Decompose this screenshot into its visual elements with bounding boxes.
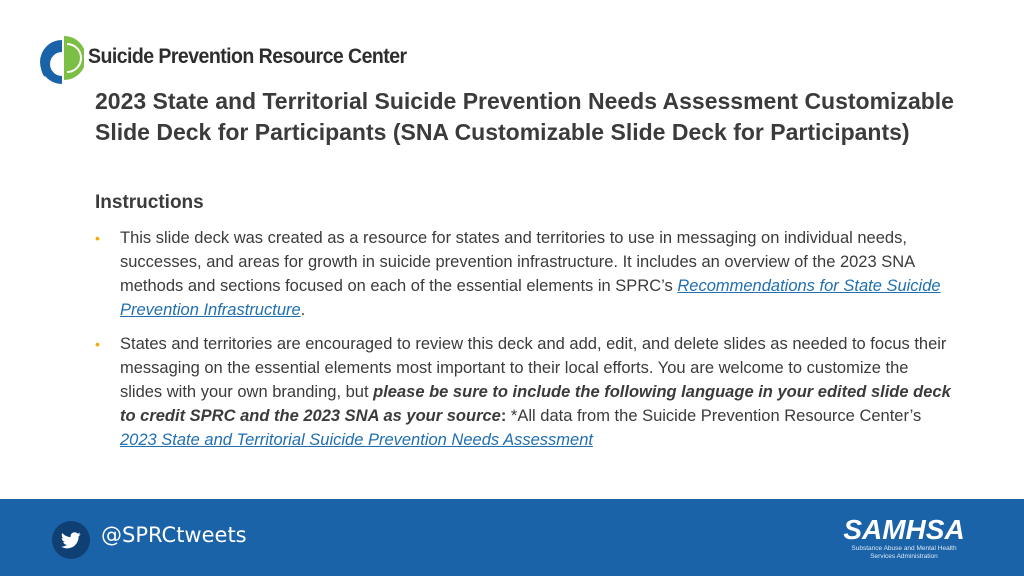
credit-emphasis: please be sure to include the following language in your edited slide deck to credit SPRC and the 2023 SNA as your source (120, 383, 951, 425)
sprc-logo-icon (40, 32, 84, 88)
twitter-handle: @SPRCtweets (101, 523, 247, 547)
list-item: • States and territories are encouraged to review this deck and add, edit, and delete slides as needed to focus their messaging on the essential elements most important to their local efforts. You are welcome to customize the slides with your own branding, but please be sure to include the following language in your edited slide deck to credit SPRC and the 2023 SNA as your source: *All data from the Suicide Prevention Resource Center’s 2023 State and Territorial Suicide Prevention Needs Assessment (95, 332, 955, 452)
samhsa-subtitle-1: Substance Abuse and Mental Health (851, 545, 957, 552)
recommendations-link[interactable]: Recommendations for State Suicide Prevention Infrastructure (120, 277, 941, 319)
instructions-list (95, 226, 955, 462)
list-item: • This slide deck was created as a resource for states and territories to use in messaging on individual needs, successes, and areas for growth in suicide prevention infrastructure. It includes an overview of the 2023 SNA methods and sections focused on each of the essential elements in SPRC’s Recommendations for State Suicide Prevention Infrastructure. (95, 226, 955, 322)
samhsa-logo (840, 515, 968, 561)
footer-bar (0, 499, 1024, 576)
bullet-icon: • (95, 336, 100, 352)
sprc-logo (40, 32, 431, 88)
instructions-heading: Instructions (95, 192, 204, 213)
twitter-button[interactable] (52, 521, 90, 559)
samhsa-wordmark: SAMHSA (843, 514, 965, 545)
slide-title: 2023 State and Territorial Suicide Prevention Needs Assessment Customizable Slide Deck for Participants (SNA Customizable Slide Deck for Participants) (95, 88, 954, 145)
bullet-icon: • (95, 230, 100, 246)
twitter-icon (61, 532, 81, 549)
samhsa-subtitle-2: Services Administration (870, 553, 938, 560)
sna-link[interactable]: 2023 State and Territorial Suicide Prevention Needs Assessment (120, 431, 593, 449)
org-name: Suicide Prevention Resource Center (88, 45, 407, 68)
